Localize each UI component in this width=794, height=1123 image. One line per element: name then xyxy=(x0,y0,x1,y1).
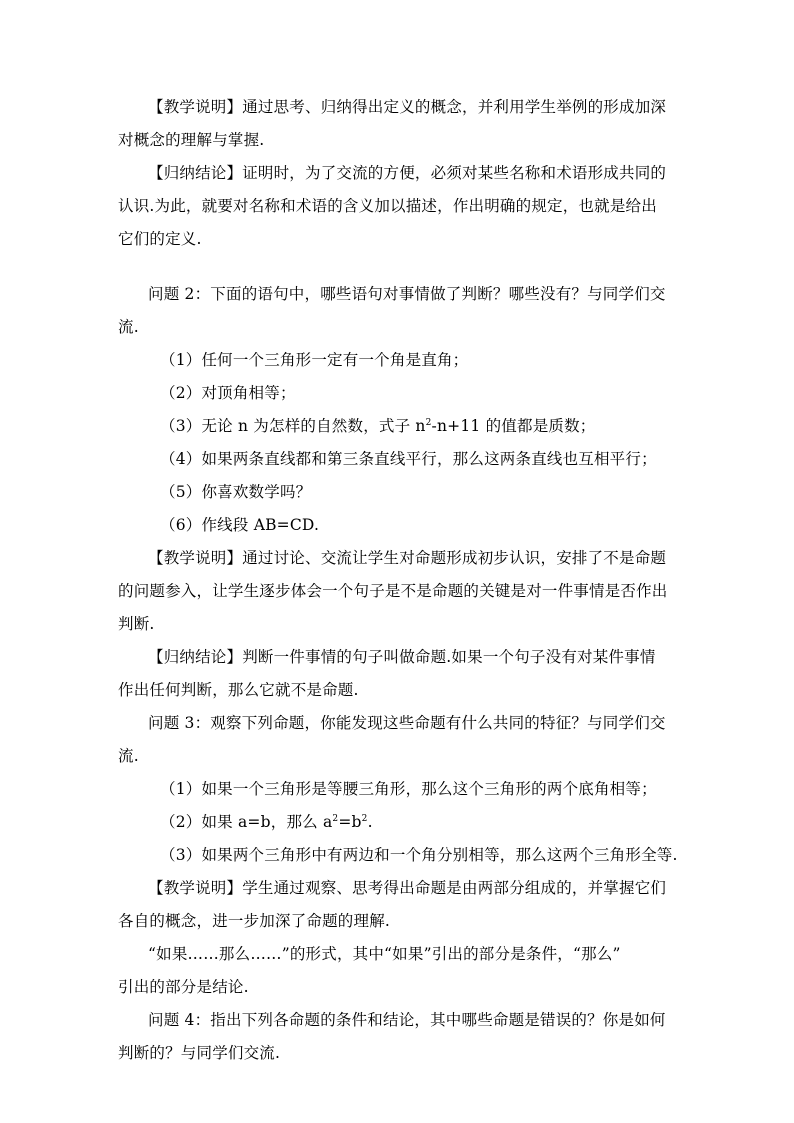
paragraph-line: 引出的部分是结论. xyxy=(118,978,249,996)
paragraph-line: 认识.为此，就要对名称和术语的含义加以描述，作出明确的规定，也就是给出 xyxy=(118,197,657,215)
paragraph-line: 【归纳结论】证明时，为了交流的方便，必须对某些名称和术语形成共同的 xyxy=(148,164,667,182)
paragraph-line: 问题 4：指出下列各命题的条件和结论，其中哪些命题是错误的？你是如何 xyxy=(148,1011,666,1029)
list-item: （1）如果一个三角形是等腰三角形，那么这个三角形的两个底角相等； xyxy=(160,780,657,798)
paragraph-line: 【教学说明】通过思考、归纳得出定义的概念，并利用学生举例的形成加深 xyxy=(148,98,667,116)
list-item: （3）如果两个三角形中有两边和一个角分别相等，那么这两个三角形全等. xyxy=(160,846,678,864)
paragraph-line: 对概念的理解与掌握. xyxy=(118,131,265,149)
list-item xyxy=(160,416,596,436)
list-item: （6）作线段 AB=CD. xyxy=(160,516,320,534)
superscript: 2 xyxy=(332,814,339,824)
list-item-text: （2）如果 a=b，那么 a xyxy=(160,813,333,831)
superscript: 2 xyxy=(425,418,432,428)
list-item-text: -n+11 的值都是质数； xyxy=(431,417,596,435)
paragraph-line: 判断. xyxy=(118,615,155,633)
paragraph-line: 的问题参入，让学生逐步体会一个句子是不是命题的关键是对一件事情是否作出 xyxy=(118,582,668,600)
paragraph-line: 问题 2：下面的语句中，哪些语句对事情做了判断？哪些没有？与同学们交 xyxy=(148,285,666,303)
list-item: （1）任何一个三角形一定有一个角是直角； xyxy=(160,351,469,369)
list-item-text: . xyxy=(367,813,373,831)
paragraph-line: 流. xyxy=(118,747,139,765)
list-item: （2）对顶角相等； xyxy=(160,384,296,402)
paragraph-line: 作出任何判断，那么它就不是命题. xyxy=(118,681,359,699)
list-item xyxy=(160,812,373,832)
paragraph-line: 判断的？与同学们交流. xyxy=(118,1044,281,1062)
superscript: 2 xyxy=(361,814,368,824)
paragraph-line: “如果……那么……”的形式，其中“如果”引出的部分是条件，“那么” xyxy=(148,945,621,963)
paragraph-line: 【教学说明】通过讨论、交流让学生对命题形成初步认识，安排了不是命题 xyxy=(148,549,667,567)
list-item-text: =b xyxy=(338,813,362,831)
paragraph-line: 它们的定义. xyxy=(118,230,202,248)
paragraph-line: 各自的概念，进一步加深了命题的理解. xyxy=(118,912,391,930)
list-item: （4）如果两条直线都和第三条直线平行，那么这两条直线也互相平行； xyxy=(160,450,657,468)
paragraph-line: 流. xyxy=(118,318,139,336)
paragraph-line: 【教学说明】学生通过观察、思考得出命题是由两部分组成的，并掌握它们 xyxy=(148,879,667,897)
list-item: （5）你喜欢数学吗？ xyxy=(160,483,312,501)
paragraph-line: 问题 3：观察下列命题，你能发现这些命题有什么共同的特征？与同学们交 xyxy=(148,714,666,732)
paragraph-line: 【归纳结论】判断一件事情的句子叫做命题.如果一个句子没有对某件事情 xyxy=(148,648,656,666)
list-item-text: （3）无论 n 为怎样的自然数，式子 n xyxy=(160,417,426,435)
